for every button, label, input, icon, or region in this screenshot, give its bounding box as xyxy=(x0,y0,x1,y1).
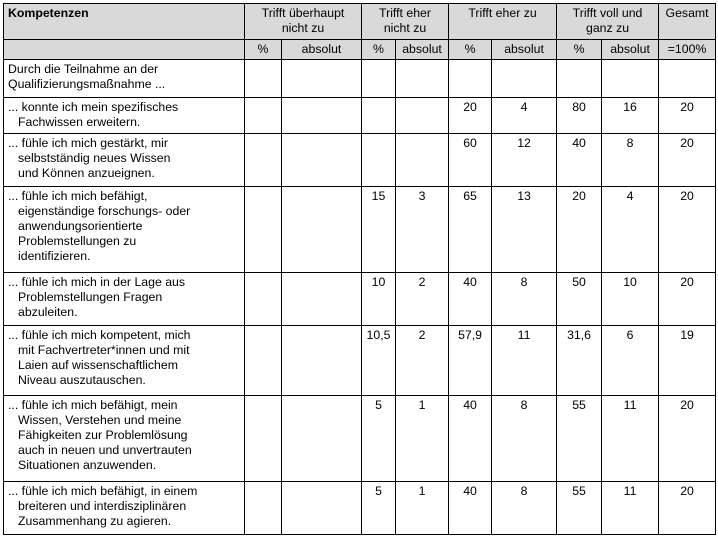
competence-label-line: auch in neuen und unvertrauten xyxy=(18,443,192,457)
value-cell xyxy=(282,98,362,134)
table-row xyxy=(4,273,716,326)
subheader-pct: % xyxy=(362,40,396,60)
competence-label-line: eigenständige forschungs- oder xyxy=(18,204,191,218)
competence-label-line: breiteren und interdisziplinären xyxy=(18,499,187,513)
empty-cell xyxy=(449,60,492,98)
value-cell: 3 xyxy=(396,187,449,273)
competence-label-line: mit Fachvertreter*innen und mit xyxy=(18,343,190,357)
value-cell: 20 xyxy=(449,98,492,134)
value-cell: 19 xyxy=(659,326,716,396)
value-cell: 5 xyxy=(362,482,396,535)
value-cell: 8 xyxy=(492,273,557,326)
value-cell: 20 xyxy=(557,187,602,273)
value-cell xyxy=(282,396,362,482)
competence-label xyxy=(4,187,245,273)
competence-table xyxy=(3,3,716,535)
competence-label-line: ... konnte ich mein spezifisches xyxy=(8,100,179,114)
competence-label-line: Laien auf wissenschaftlichem xyxy=(18,358,178,372)
value-cell: 4 xyxy=(602,187,659,273)
value-cell: 31,6 xyxy=(557,326,602,396)
intro-line: Durch die Teilnahme an der xyxy=(8,62,159,76)
value-cell: 10 xyxy=(362,273,396,326)
empty-cell xyxy=(602,60,659,98)
empty-cell xyxy=(245,60,282,98)
value-cell xyxy=(362,98,396,134)
competence-label-line: Zusammenhang zu agieren. xyxy=(18,514,172,528)
value-cell: 20 xyxy=(659,482,716,535)
empty-cell xyxy=(396,60,449,98)
value-cell: 12 xyxy=(492,134,557,187)
competence-label-line: identifizieren. xyxy=(18,249,91,263)
value-cell: 20 xyxy=(659,98,716,134)
empty-cell xyxy=(557,60,602,98)
table-row xyxy=(4,396,716,482)
empty-cell xyxy=(492,60,557,98)
value-cell: 10,5 xyxy=(362,326,396,396)
value-cell: 10 xyxy=(602,273,659,326)
empty-cell xyxy=(362,60,396,98)
value-cell: 11 xyxy=(602,482,659,535)
value-cell xyxy=(245,134,282,187)
value-cell: 40 xyxy=(449,482,492,535)
header-kompetenzen: Kompetenzen xyxy=(4,4,245,40)
value-cell xyxy=(245,187,282,273)
table-row xyxy=(4,134,716,187)
value-cell: 80 xyxy=(557,98,602,134)
value-cell xyxy=(282,187,362,273)
header-gesamt: Gesamt xyxy=(659,4,716,40)
value-cell xyxy=(362,134,396,187)
competence-label xyxy=(4,273,245,326)
competence-label-line: ... fühle ich mich gestärkt, mir xyxy=(8,136,168,150)
competence-label xyxy=(4,482,245,535)
value-cell: 40 xyxy=(449,273,492,326)
subheader-row xyxy=(4,40,716,60)
competence-label-line: Situationen anzuwenden. xyxy=(18,458,157,472)
value-cell: 50 xyxy=(557,273,602,326)
competence-label xyxy=(4,396,245,482)
value-cell: 8 xyxy=(492,482,557,535)
value-cell xyxy=(282,326,362,396)
value-cell xyxy=(245,273,282,326)
value-cell: 55 xyxy=(557,482,602,535)
value-cell xyxy=(245,98,282,134)
competence-label-line: Niveau auszutauschen. xyxy=(18,373,146,387)
value-cell: 55 xyxy=(557,396,602,482)
value-cell xyxy=(396,134,449,187)
competence-label-line: abzuleiten. xyxy=(18,305,78,319)
header-trifft-voll-und-ganz-zu: Trifft voll und ganz zu xyxy=(557,4,659,40)
table-row xyxy=(4,482,716,535)
value-cell: 40 xyxy=(557,134,602,187)
value-cell xyxy=(282,134,362,187)
competence-label-line: Fachwissen erweitern. xyxy=(18,115,141,129)
value-cell: 8 xyxy=(602,134,659,187)
value-cell xyxy=(282,273,362,326)
value-cell: 65 xyxy=(449,187,492,273)
competence-label xyxy=(4,134,245,187)
value-cell: 2 xyxy=(396,326,449,396)
competence-label xyxy=(4,98,245,134)
competence-label-line: ... fühle ich mich befähigt, mein xyxy=(8,398,178,412)
subheader-abs: absolut xyxy=(602,40,659,60)
competence-label-line: selbstständig neues Wissen xyxy=(18,151,171,165)
table-row xyxy=(4,98,716,134)
empty-cell xyxy=(659,60,716,98)
value-cell: 2 xyxy=(396,273,449,326)
subheader-pct: % xyxy=(557,40,602,60)
value-cell: 13 xyxy=(492,187,557,273)
header-trifft-ueberhaupt-nicht-zu: Trifft überhaupt nicht zu xyxy=(245,4,362,40)
subheader-empty xyxy=(4,40,245,60)
header-row xyxy=(4,4,716,40)
competence-label-line: ... fühle ich mich befähigt, in einem xyxy=(8,484,198,498)
value-cell xyxy=(282,482,362,535)
value-cell: 8 xyxy=(492,396,557,482)
intro-row xyxy=(4,60,716,98)
value-cell: 6 xyxy=(602,326,659,396)
subheader-pct: % xyxy=(245,40,282,60)
subheader-abs: absolut xyxy=(282,40,362,60)
competence-label-line: Wissen, Verstehen und meine xyxy=(18,413,182,427)
value-cell: 20 xyxy=(659,187,716,273)
value-cell: 40 xyxy=(449,396,492,482)
value-cell: 4 xyxy=(492,98,557,134)
subheader-total: =100% xyxy=(659,40,716,60)
value-cell: 20 xyxy=(659,134,716,187)
competence-label-line: und Können anzueignen. xyxy=(18,166,155,180)
competence-label-line: Problemstellungen Fragen xyxy=(18,290,163,304)
table-row xyxy=(4,326,716,396)
value-cell xyxy=(245,326,282,396)
value-cell: 16 xyxy=(602,98,659,134)
value-cell: 15 xyxy=(362,187,396,273)
competence-label xyxy=(4,326,245,396)
value-cell xyxy=(245,482,282,535)
subheader-abs: absolut xyxy=(492,40,557,60)
value-cell: 11 xyxy=(602,396,659,482)
intro-line: Qualifizierungsmaßnahme ... xyxy=(8,77,166,91)
competence-label-line: anwendungsorientierte xyxy=(18,219,143,233)
competence-label-line: Problemstellungen zu xyxy=(18,234,137,248)
subheader-pct: % xyxy=(449,40,492,60)
header-trifft-eher-zu: Trifft eher zu xyxy=(449,4,557,40)
value-cell: 57,9 xyxy=(449,326,492,396)
value-cell: 20 xyxy=(659,396,716,482)
value-cell: 1 xyxy=(396,482,449,535)
competence-label-line: ... fühle ich mich befähigt, xyxy=(8,189,148,203)
value-cell xyxy=(396,98,449,134)
header-trifft-eher-nicht-zu: Trifft eher nicht zu xyxy=(362,4,449,40)
subheader-abs: absolut xyxy=(396,40,449,60)
competence-label-line: ... fühle ich mich in der Lage aus xyxy=(8,275,186,289)
value-cell: 1 xyxy=(396,396,449,482)
value-cell xyxy=(245,396,282,482)
table-row xyxy=(4,187,716,273)
value-cell: 20 xyxy=(659,273,716,326)
intro-cell xyxy=(4,60,245,98)
competence-label-line: Fähigkeiten zur Problemlösung xyxy=(18,428,188,442)
value-cell: 11 xyxy=(492,326,557,396)
empty-cell xyxy=(282,60,362,98)
competence-label-line: ... fühle ich mich kompetent, mich xyxy=(8,328,191,342)
value-cell: 5 xyxy=(362,396,396,482)
value-cell: 60 xyxy=(449,134,492,187)
